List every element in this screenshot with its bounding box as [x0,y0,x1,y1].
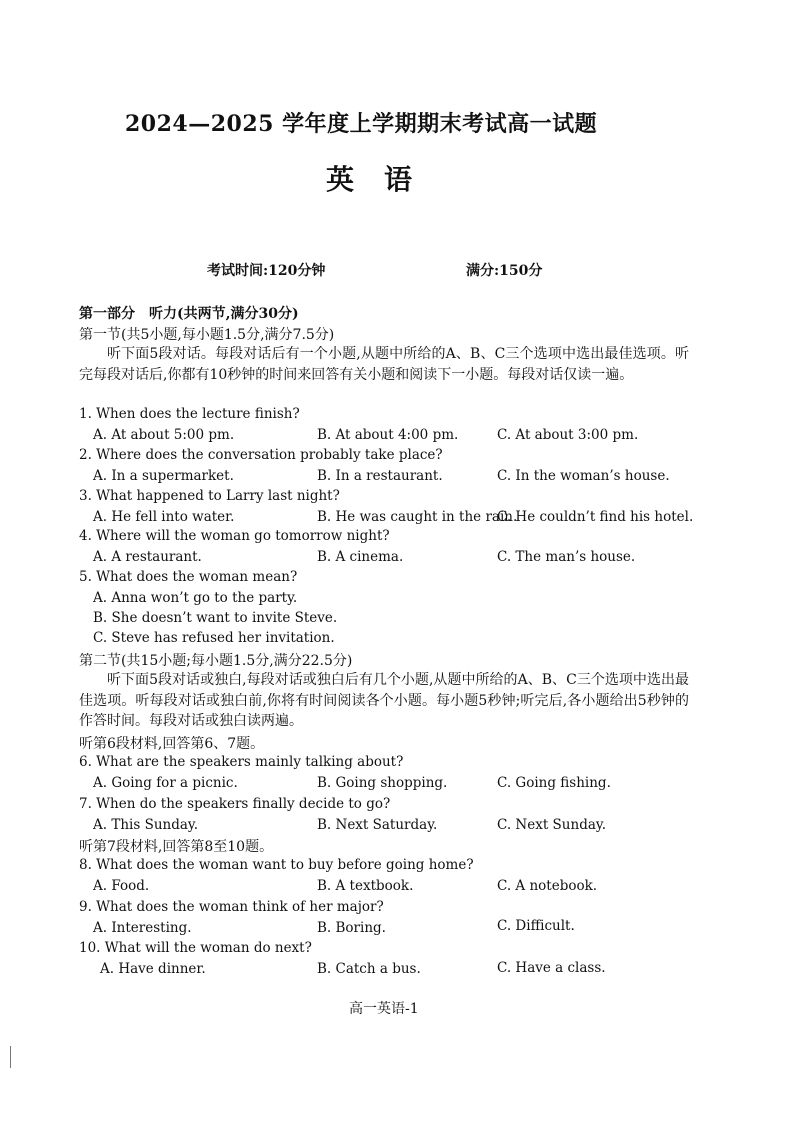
question-7: 7. When do the speakers finally decide to go? [79,796,391,812]
q5-option-b: B. She doesn’t want to invite Steve. [93,610,338,626]
q9-option-b: B. Boring. [317,920,386,936]
section1-heading: 第一节(共5小题,每小题1.5分,满分7.5分) [79,327,335,343]
question-6: 6. What are the speakers mainly talking about? [79,754,404,770]
section2-heading: 第二节(共15小题;每小题1.5分,满分22.5分) [79,653,353,669]
q1-option-b: B. At about 4:00 pm. [317,427,459,443]
question-1: 1. When does the lecture finish? [79,406,300,422]
q7-option-a: A. This Sunday. [93,817,199,833]
question-4: 4. Where will the woman go tomorrow night? [79,528,390,544]
q3-option-b: B. He was caught in the rain. [317,509,518,525]
question-9: 9. What does the woman think of her major? [79,899,384,915]
question-5: 5. What does the woman mean? [79,569,298,585]
q1-option-c: C. At about 3:00 pm. [497,427,639,443]
question-2: 2. Where does the conversation probably take place? [79,447,443,463]
material-6-note: 听第6段材料,回答第6、7题。 [79,736,265,752]
q4-option-a: A. A restaurant. [93,549,202,565]
q8-option-a: A. Food. [93,878,150,894]
subject-title: 英语 [326,163,443,196]
exam-title: 2024—2025 学年度上学期期末考试高一试题 [125,111,598,137]
section2-instructions: 听下面5段对话或独白,每段对话或独白后有几个小题,从题中所给的A、B、C三个选项中选出最佳选项。听每段对话或独白前,你将有时间阅读各个小题。每小题5秒钟;听完后,各小题给出5秒钟的作答时间。每段对话或独白读两遍。 [79,672,689,729]
q7-option-b: B. Next Saturday. [317,817,438,833]
part1-heading: 第一部分 听力(共两节,满分30分) [79,306,299,322]
q1-option-a: A. At about 5:00 pm. [93,427,235,443]
q6-option-b: B. Going shopping. [317,775,448,791]
q10-option-a: A. Have dinner. [100,961,206,977]
q10-option-c: C. Have a class. [497,960,606,976]
q3-option-a: A. He fell into water. [93,509,235,525]
q8-option-c: C. A notebook. [497,878,598,894]
q7-option-c: C. Next Sunday. [497,817,607,833]
exam-time: 考试时间:120分钟 [207,263,326,279]
q9-option-a: A. Interesting. [93,920,192,936]
page-footer: 高一英语-1 [349,1001,419,1017]
q10-option-b: B. Catch a bus. [317,961,421,977]
q2-option-b: B. In a restaurant. [317,468,443,484]
q4-option-b: B. A cinema. [317,549,404,565]
q5-option-a: A. Anna won’t go to the party. [93,590,298,606]
q3-option-c: C. He couldn’t find his hotel. [497,509,694,525]
q8-option-b: B. A textbook. [317,878,414,894]
q6-option-a: A. Going for a picnic. [93,775,238,791]
material-7-note: 听第7段材料,回答第8至10题。 [79,839,274,855]
q6-option-c: C. Going fishing. [497,775,611,791]
q2-option-c: C. In the woman’s house. [497,468,670,484]
scan-mark [10,1046,11,1068]
q9-option-c: C. Difficult. [497,918,575,934]
q5-option-c: C. Steve has refused her invitation. [93,630,335,646]
q4-option-c: C. The man’s house. [497,549,636,565]
section1-instructions: 听下面5段对话。每段对话后有一个小题,从题中所给的A、B、C三个选项中选出最佳选项。听完每段对话后,你都有10秒钟的时间来回答有关小题和阅读下一小题。每段对话仅读一遍。 [79,346,689,383]
full-score: 满分:150分 [466,263,543,279]
question-3: 3. What happened to Larry last night? [79,488,340,504]
question-10: 10. What will the woman do next? [79,940,312,956]
q2-option-a: A. In a supermarket. [93,468,234,484]
question-8: 8. What does the woman want to buy before going home? [79,857,474,873]
